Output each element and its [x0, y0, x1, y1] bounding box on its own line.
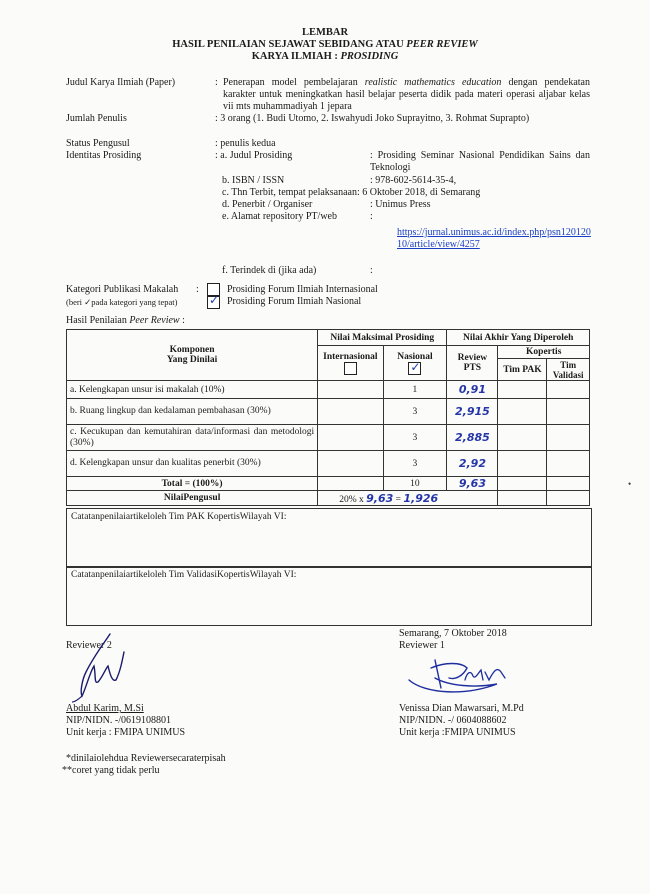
jumlah-value: : 3 orang (1. Budi Utomo, 2. Iswahyudi Joko Suprayitno, 3. Rohmat Suprapto) [215, 113, 530, 124]
judul-value-b: realistic mathematics education [364, 77, 502, 88]
form-title-line3 [0, 51, 650, 63]
pengusul-row [67, 491, 590, 506]
status-value: : penulis kedua [215, 138, 276, 149]
cell-max: 1 [383, 381, 447, 399]
kategori-sublabel: (beri ✓pada kategori yang tepat) [66, 297, 178, 307]
cell-tim-validasi [547, 451, 590, 477]
reviewer1-name: Venissa Dian Mawarsari, M.Pd [399, 703, 524, 714]
form-title-line3-text: KARYA ILMIAH : [251, 51, 341, 62]
table-row [67, 451, 590, 477]
score-table [66, 329, 590, 506]
cell-review: 2,885 [447, 425, 498, 451]
pengusul-hand-a: 9,63 [366, 491, 394, 505]
item-d-value: : Unimus Press [370, 199, 431, 210]
item-c-line: c. Thn Terbit, tempat pelaksanaan: 6 Oktober 2018, di Semarang [222, 187, 481, 198]
jumlah-label: Jumlah Penulis [66, 113, 127, 124]
cell-internasional [318, 425, 383, 451]
catatan-validasi-box [66, 566, 592, 626]
item-f-colon: : [370, 265, 373, 276]
hasil-label-b: Peer Review [129, 315, 180, 326]
row-label: b. Ruang lingkup dan kedalaman pembahasan (30%) [67, 399, 318, 425]
col-tim-validasi-line1: Tim [560, 359, 577, 370]
reviewer2-name: Abdul Karim, M.Si [66, 703, 144, 714]
row-label: d. Kelengkapan unsur dan kualitas penerbit (30%) [67, 451, 318, 477]
col-komponen [67, 330, 318, 381]
reviewer2-nip: NIP/NIDN. -/0619108801 [66, 715, 171, 726]
cell-tim-pak [498, 381, 547, 399]
col-internasional [318, 346, 383, 381]
cell-max: 3 [383, 399, 447, 425]
pengusul-eq: = [393, 494, 404, 505]
table-row [67, 399, 590, 425]
col-nasional-label: Nasional [397, 351, 433, 362]
total-label: Total = (100%) [67, 477, 318, 491]
form-title-line2 [0, 39, 650, 51]
col-kopertis: Kopertis [498, 346, 590, 359]
cell-tim-validasi [547, 381, 590, 399]
cell-internasional [318, 381, 383, 399]
pengusul-hand-b: 1,926 [403, 491, 439, 505]
pengusul-prefix: 20% x [339, 494, 367, 505]
pengusul-value [318, 491, 498, 506]
col-nilai-akhir: Nilai Akhir Yang Diperoleh [447, 330, 590, 346]
item-e-colon: : [370, 211, 373, 222]
item-a-value: : Prosiding Seminar Nasional Pendidikan Sains dan Teknologi [370, 150, 590, 173]
option-internasional-label: Prosiding Forum Ilmiah Internasional [227, 284, 378, 295]
judul-label: Judul Karya Ilmiah (Paper) [66, 77, 176, 88]
col-tim-validasi-line2: Validasi [552, 369, 584, 380]
cell-internasional [318, 451, 383, 477]
col-tim-validasi [547, 359, 590, 381]
cell-max: 3 [383, 451, 447, 477]
option-nasional-label: Prosiding Forum Ilmiah Nasional [227, 296, 362, 307]
cell-tim-validasi [547, 399, 590, 425]
cell-tim-pak [498, 451, 547, 477]
judul-value-a: Penerapan model pembelajaran [223, 77, 365, 88]
reviewer1-nip: NIP/NIDN. -/ 0604088602 [399, 715, 507, 726]
col-komponen-line1: Komponen [169, 345, 215, 355]
footnote-1: *dinilaiolehdua Reviewersecaraterpisah [66, 753, 226, 764]
reviewer1-place-date: Semarang, 7 Oktober 2018 [399, 628, 507, 639]
total-tim-pak [498, 477, 547, 491]
judul-colon: : [215, 77, 218, 88]
kategori-colon: : [196, 284, 199, 295]
total-row [67, 477, 590, 491]
form-title-prosiding: PROSIDING [340, 51, 399, 62]
table-row [67, 425, 590, 451]
reviewer1-unit: Unit kerja :FMIPA UNIMUS [399, 727, 516, 738]
col-internasional-label: Internasional [323, 351, 378, 362]
hasil-label-a: Hasil Penilaian [66, 315, 130, 326]
kategori-label: Kategori Publikasi Makalah [66, 284, 179, 295]
total-max: 10 [383, 477, 447, 491]
check-icon: ✓ [209, 293, 220, 307]
total-tim-validasi [547, 477, 590, 491]
col-tim-pak: Tim PAK [498, 359, 547, 381]
row-label: a. Kelengkapan unsur isi makalah (10%) [67, 381, 318, 399]
item-a-label: : a. Judul Prosiding [215, 150, 293, 161]
form-title-peer-review: PEER REVIEW [406, 39, 478, 50]
col-nasional [383, 346, 447, 381]
cell-tim-validasi [547, 425, 590, 451]
checkbox-nasional[interactable] [207, 293, 220, 309]
reviewer1-signature [405, 658, 525, 703]
table-checkbox-nasional[interactable] [408, 359, 421, 375]
reviewer2-signature [72, 632, 142, 702]
cell-max: 3 [383, 425, 447, 451]
item-b-value: : 978-602-5614-35-4, [370, 175, 457, 186]
item-e-label: e. Alamat repository PT/web [222, 211, 337, 222]
form-title-line2-text: HASIL PENILAIAN SEJAWAT SEBIDANG ATAU [172, 39, 407, 50]
repository-link[interactable]: https://jurnal.unimus.ac.id/index.php/psn12012010/article/view/4257 [397, 227, 591, 250]
col-review-pts [447, 346, 498, 381]
reviewer1-title: Reviewer 1 [399, 640, 445, 651]
footnote-2: **coret yang tidak perlu [62, 765, 160, 776]
col-review-pts-line2: PTS [463, 363, 482, 373]
col-review-pts-line1: Review [457, 353, 488, 363]
col-komponen-line2: Yang Dinilai [166, 355, 218, 365]
row-label: c. Kecukupan dan kemutahiran data/informasi dan metodologi (30%) [67, 425, 318, 451]
status-label: Status Pengusul [66, 138, 130, 149]
reviewer2-title: Reviewer 2 [66, 640, 112, 651]
hasil-label [66, 315, 185, 327]
item-b-label: b. ISBN / ISSN [222, 175, 285, 186]
cell-tim-pak [498, 425, 547, 451]
cell-review: 0,91 [447, 381, 498, 399]
judul-value-c: dengan pendekatan karakter untuk meningkatkan hasil belajar peserta didik pada materi operasi aljabar kelas vii mts muhammadiyah 1 jepara [223, 77, 590, 112]
identitas-label: Identitas Prosiding [66, 150, 142, 161]
item-d-label: d. Penerbit / Organiser [222, 199, 313, 210]
pengusul-tim-pak [498, 491, 547, 506]
pengusul-tim-validasi [547, 491, 590, 506]
scan-mark: • [628, 479, 632, 489]
reviewer2-unit: Unit kerja : FMIPA UNIMUS [66, 727, 186, 738]
catatan-validasi-label: Catatanpenilaiartikeloleh Tim ValidasiKopertisWilayah VI: [71, 570, 297, 580]
item-f-label: f. Terindek di (jika ada) [222, 265, 317, 276]
catatan-pak-label: Catatanpenilaiartikeloleh Tim PAK KopertisWilayah VI: [71, 512, 287, 522]
form-title-line1: LEMBAR [301, 27, 349, 38]
cell-review: 2,915 [447, 399, 498, 425]
cell-internasional [318, 399, 383, 425]
check-icon: ✓ [410, 359, 421, 374]
pengusul-label: NilaiPengusul [67, 491, 318, 506]
cell-tim-pak [498, 399, 547, 425]
total-review: 9,63 [447, 477, 498, 491]
table-checkbox-internasional[interactable] [344, 362, 357, 375]
hasil-label-c: : [179, 315, 185, 326]
judul-value [223, 77, 590, 113]
total-internasional [318, 477, 383, 491]
cell-review: 2,92 [447, 451, 498, 477]
catatan-pak-box [66, 508, 592, 568]
col-nilai-maksimal: Nilai Maksimal Prosiding [318, 330, 447, 346]
table-row [67, 381, 590, 399]
